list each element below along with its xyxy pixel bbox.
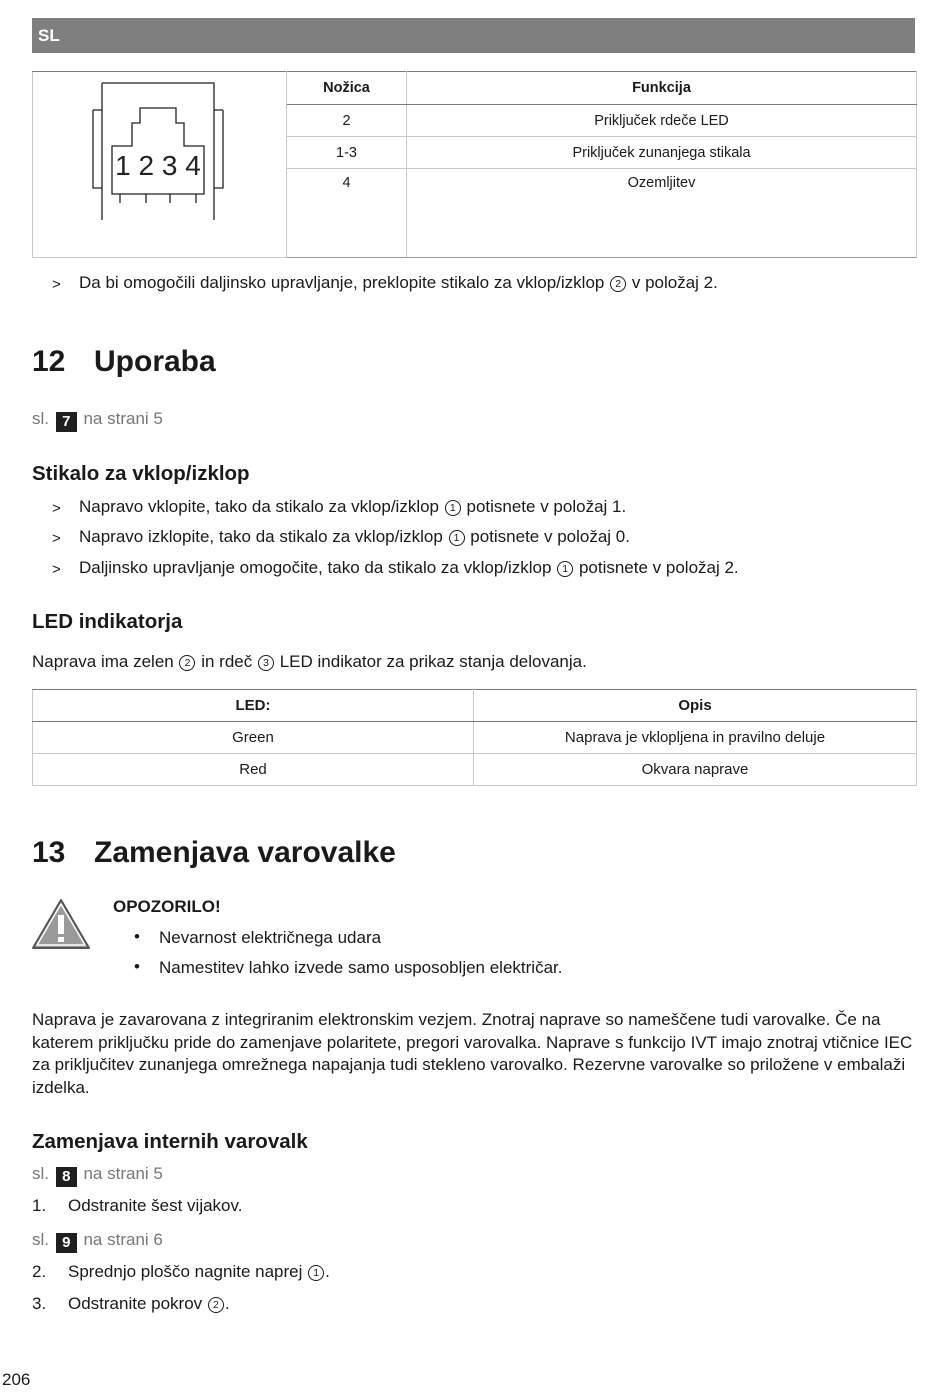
description-header: Opis — [474, 690, 917, 722]
circled-number: 2 — [610, 276, 626, 292]
figure-number-badge: 7 — [56, 412, 77, 432]
function-cell: Priključek rdeče LED — [407, 105, 917, 137]
circled-number: 1 — [449, 530, 465, 546]
circled-number: 1 — [557, 561, 573, 577]
bullet-arrow: > — [52, 561, 61, 578]
fuse-paragraph: Naprava je zavarovana z integriranim elektronskim vezjem. Znotraj naprave so nameščene tudi varovalke. Če na katerem priključku pride do zamenjave polaritete, pregori varovalka. Naprave s funkcijo IVT imajo znotraj vtičnice IEC za priključitev zunanjega omrežnega napajanja tudi stekleno varovalko. Rezervne varovalke so priložene v embalaži izdelka. — [32, 1010, 913, 1097]
description-cell: Naprava je vklopljena in pravilno deluje — [474, 722, 917, 754]
page-number: 206 — [2, 1370, 31, 1389]
bullet-dot: • — [134, 927, 140, 946]
bullet-arrow: > — [52, 530, 61, 547]
bullet-arrow: > — [52, 500, 61, 517]
led-table — [32, 689, 917, 786]
circled-number: 1 — [308, 1265, 324, 1281]
step-item: 3. Odstranite pokrov 2 . — [32, 1294, 230, 1313]
step-item: 2. Sprednjo ploščo nagnite naprej 1 . — [32, 1262, 330, 1281]
remote-note: Da bi omogočili daljinsko upravljanje, preklopite stikalo za vklop/izklop 2 v položaj 2. — [79, 273, 718, 292]
description-cell: Okvara naprave — [474, 754, 917, 786]
bullet-arrow: > — [52, 276, 61, 293]
figure-reference: sl. 7 na strani 5 — [32, 409, 163, 430]
circled-number: 3 — [258, 655, 274, 671]
pin-cell: 4 — [287, 169, 407, 201]
warning-triangle-icon — [31, 898, 91, 950]
figure-reference: sl. 8 na strani 5 — [32, 1164, 163, 1185]
function-header: Funkcija — [407, 72, 917, 105]
bullet-dot: • — [134, 957, 140, 976]
language-header-bar — [32, 18, 915, 53]
figure-number-badge: 9 — [56, 1233, 77, 1253]
list-item: Napravo vklopite, tako da stikalo za vklop/izklop 1 potisnete v položaj 1. — [79, 497, 627, 516]
led-cell: Green — [33, 722, 474, 754]
language-code: SL — [38, 26, 60, 45]
list-item: Napravo izklopite, tako da stikalo za vklop/izklop 1 potisnete v položaj 0. — [79, 527, 630, 546]
led-cell: Red — [33, 754, 474, 786]
list-item: Daljinsko upravljanje omogočite, tako da stikalo za vklop/izklop 1 potisnete v položaj 2. — [79, 558, 739, 577]
pin-cell: 2 — [287, 105, 407, 137]
function-cell: Ozemljitev — [407, 169, 917, 201]
led-intro: Naprava ima zelen 2 in rdeč 3 LED indikator za prikaz stanja delovanja. — [32, 652, 587, 671]
figure-reference: sl. 9 na strani 6 — [32, 1230, 163, 1251]
pin-cell: 1-3 — [287, 137, 407, 169]
subheading-internal-fuses: Zamenjava internih varovalk — [32, 1130, 308, 1153]
circled-number: 1 — [445, 500, 461, 516]
pin-function-table — [32, 71, 917, 258]
connector-pin-numbers: 1 2 3 4 — [115, 150, 201, 181]
table-row — [33, 754, 917, 786]
circled-number: 2 — [179, 655, 195, 671]
pin-header: Nožica — [287, 72, 407, 105]
table-row — [33, 722, 917, 754]
figure-number-badge: 8 — [56, 1167, 77, 1187]
warning-title: OPOZORILO! — [113, 897, 221, 916]
led-header: LED: — [33, 690, 474, 722]
rj-connector-diagram — [88, 78, 228, 220]
section-12-heading: 12 Uporaba — [32, 345, 216, 378]
circled-number: 2 — [208, 1297, 224, 1313]
warning-item: Nevarnost električnega udara — [159, 928, 382, 947]
subheading-led: LED indikatorja — [32, 610, 183, 633]
section-13-heading: 13 Zamenjava varovalke — [32, 836, 396, 869]
warning-item: Namestitev lahko izvede samo usposobljen električar. — [159, 958, 563, 977]
connector-diagram-cell — [33, 72, 287, 258]
subheading-switch: Stikalo za vklop/izklop — [32, 462, 250, 485]
function-cell: Priključek zunanjega stikala — [407, 137, 917, 169]
step-item: 1. Odstranite šest vijakov. — [32, 1196, 243, 1215]
